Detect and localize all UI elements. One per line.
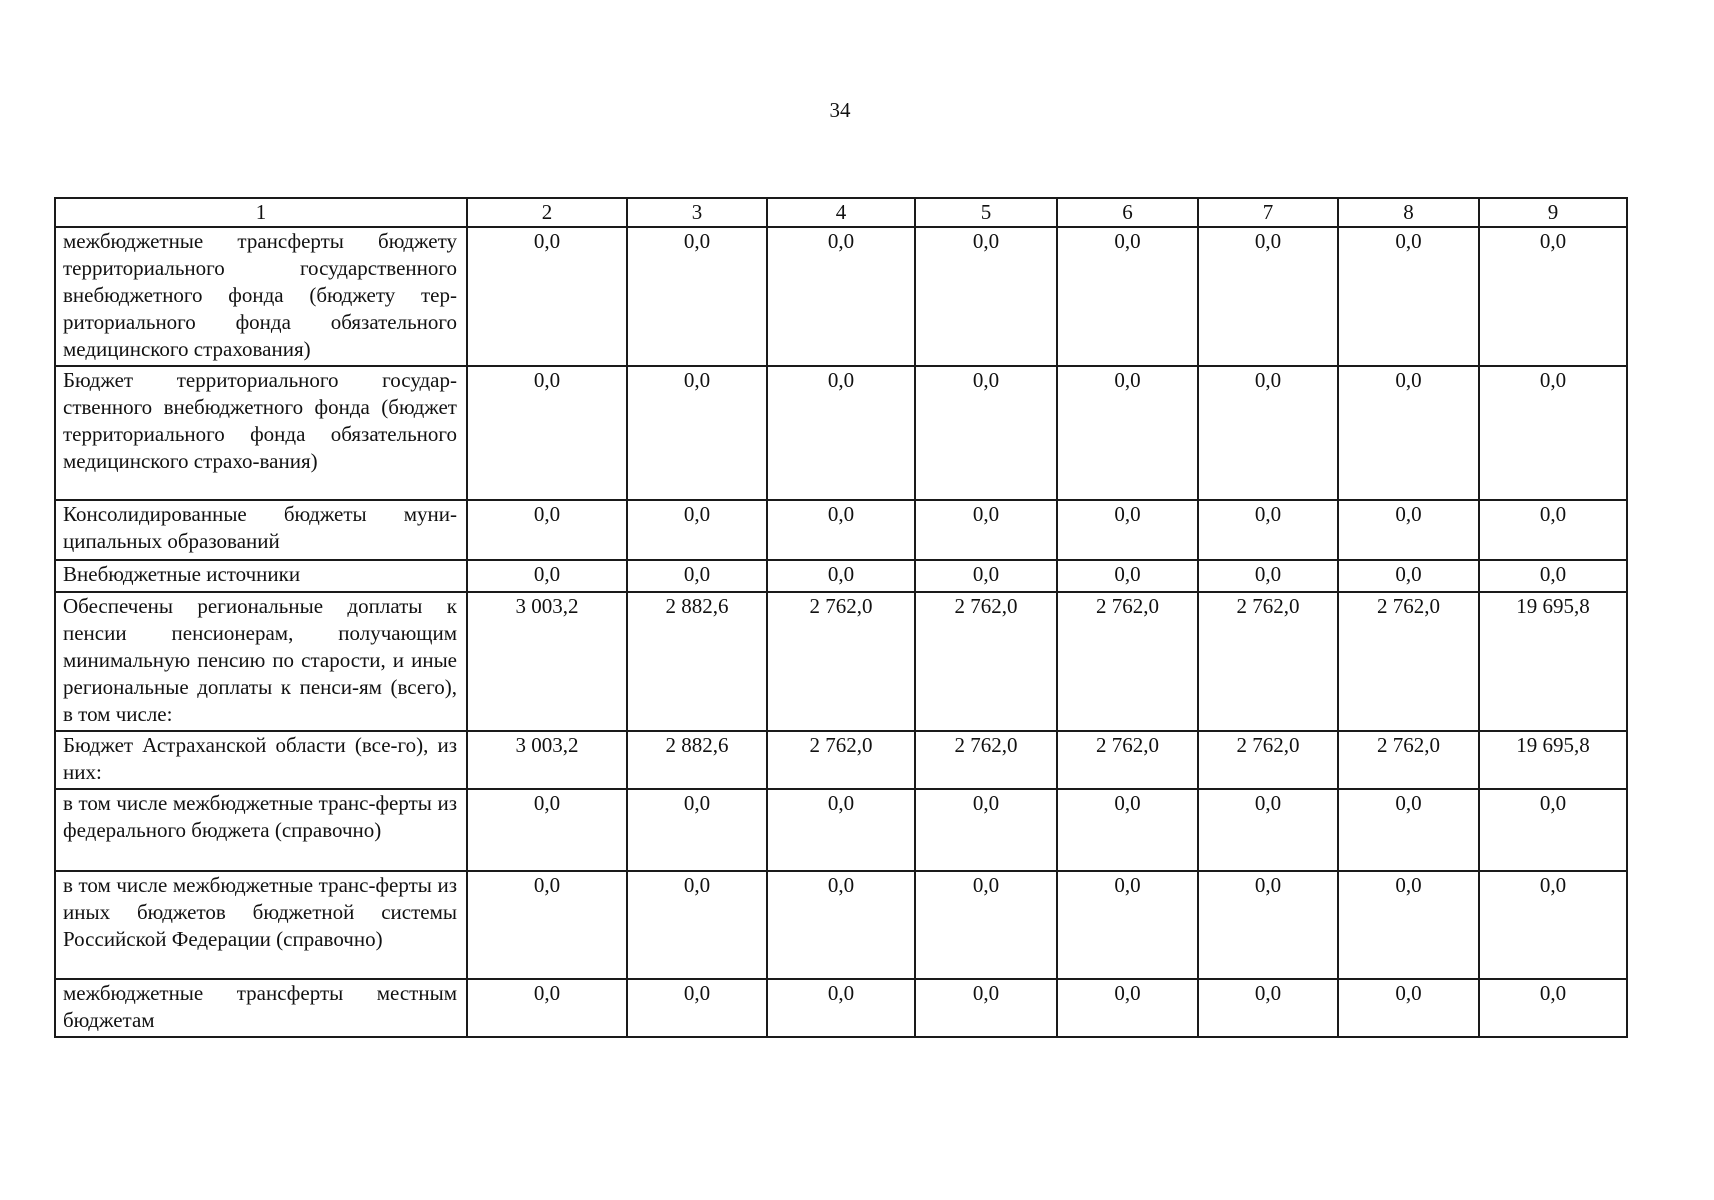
table-cell: 0,0 [1479,227,1627,366]
table-cell: 19 695,8 [1479,592,1627,731]
table-cell: 0,0 [1338,366,1479,500]
table-cell: 2 762,0 [1057,731,1198,789]
table-row [55,560,1627,592]
table-cell: 0,0 [767,560,915,592]
table-cell: 2 762,0 [1198,592,1338,731]
table-cell: 0,0 [467,979,627,1037]
row-label: Бюджет территориального государ-ственного внебюджетного фонда (бюджет территориального фонда обязательного медицинского страхо-вания) [55,366,467,500]
table-cell: 0,0 [1479,979,1627,1037]
header-row [55,198,1627,227]
column-header: 8 [1338,198,1479,227]
row-label: Внебюджетные источники [55,560,467,592]
table-cell: 0,0 [627,871,767,979]
table-row [55,871,1627,979]
table-cell: 19 695,8 [1479,731,1627,789]
row-label: в том числе межбюджетные транс-ферты из иных бюджетов бюджетной системы Российской Федерации (справочно) [55,871,467,979]
table-cell: 0,0 [1057,560,1198,592]
table-cell: 0,0 [627,560,767,592]
table-cell: 0,0 [767,227,915,366]
table-cell: 0,0 [627,789,767,871]
row-label: Обеспечены региональные доплаты к пенсии пенсионерам, получающим минимальную пенсию по старости, и иные региональные доплаты к пенси-ям (всего), в том числе: [55,592,467,731]
table-cell: 2 762,0 [1338,592,1479,731]
table-cell: 0,0 [767,366,915,500]
table-body [55,227,1627,1037]
table-cell: 0,0 [627,500,767,560]
table-cell: 0,0 [467,366,627,500]
table-cell: 0,0 [1479,789,1627,871]
row-label: межбюджетные трансферты бюджету территориального государственного внебюджетного фонда (бюджету тер-риториального фонда обязательного медицинского страхования) [55,227,467,366]
table-row [55,592,1627,731]
table-cell: 0,0 [1057,500,1198,560]
table-cell: 2 882,6 [627,731,767,789]
table-cell: 0,0 [627,979,767,1037]
column-header: 2 [467,198,627,227]
table-cell: 0,0 [1198,789,1338,871]
table-cell: 0,0 [1338,227,1479,366]
table-cell: 0,0 [1338,500,1479,560]
table-cell: 0,0 [467,789,627,871]
table-cell: 0,0 [1479,366,1627,500]
table-cell: 2 762,0 [1338,731,1479,789]
table-row [55,979,1627,1037]
table-cell: 0,0 [1057,979,1198,1037]
row-label: межбюджетные трансферты местным бюджетам [55,979,467,1037]
table-cell: 0,0 [1338,789,1479,871]
column-header: 4 [767,198,915,227]
table-cell: 3 003,2 [467,592,627,731]
table-row [55,500,1627,560]
table-cell: 2 762,0 [1057,592,1198,731]
table-cell: 0,0 [767,500,915,560]
table-cell: 0,0 [1198,500,1338,560]
table-cell: 0,0 [915,789,1057,871]
row-label: Консолидированные бюджеты муни-ципальных образований [55,500,467,560]
table-cell: 2 882,6 [627,592,767,731]
table-row [55,789,1627,871]
table-cell: 0,0 [767,979,915,1037]
table-cell: 0,0 [1479,500,1627,560]
row-label: в том числе межбюджетные транс-ферты из федерального бюджета (справочно) [55,789,467,871]
table-cell: 0,0 [915,366,1057,500]
table-cell: 0,0 [1338,560,1479,592]
table-cell: 0,0 [1057,789,1198,871]
column-header: 9 [1479,198,1627,227]
table-cell: 0,0 [915,560,1057,592]
table-row [55,731,1627,789]
table-cell: 0,0 [467,871,627,979]
table-row [55,366,1627,500]
page-number: 34 [829,98,851,122]
table-cell: 0,0 [1057,227,1198,366]
row-label: Бюджет Астраханской области (все-го), из них: [55,731,467,789]
table-cell: 0,0 [767,789,915,871]
table-cell: 0,0 [1338,871,1479,979]
column-header: 3 [627,198,767,227]
column-header: 7 [1198,198,1338,227]
table-cell: 0,0 [1338,979,1479,1037]
table-cell: 0,0 [915,227,1057,366]
table-cell: 0,0 [915,979,1057,1037]
table-cell: 0,0 [627,366,767,500]
table-cell: 0,0 [467,500,627,560]
table-cell: 2 762,0 [767,592,915,731]
column-header: 5 [915,198,1057,227]
table-cell: 0,0 [467,227,627,366]
table-cell: 0,0 [1198,871,1338,979]
table-cell: 2 762,0 [915,731,1057,789]
column-header: 1 [55,198,467,227]
table-cell: 0,0 [1479,560,1627,592]
table-cell: 0,0 [1198,366,1338,500]
table-cell: 2 762,0 [767,731,915,789]
table-cell: 2 762,0 [1198,731,1338,789]
column-header: 6 [1057,198,1198,227]
table-cell: 0,0 [1198,227,1338,366]
budget-table [54,197,1628,1038]
table-header [55,198,1627,227]
table-cell: 0,0 [1198,560,1338,592]
table-cell: 0,0 [915,500,1057,560]
table-row [55,227,1627,366]
table-cell: 0,0 [467,560,627,592]
table-cell: 0,0 [915,871,1057,979]
table-cell: 0,0 [1198,979,1338,1037]
table-cell: 3 003,2 [467,731,627,789]
table-cell: 0,0 [1479,871,1627,979]
table-cell: 0,0 [767,871,915,979]
table-cell: 0,0 [1057,871,1198,979]
table-cell: 2 762,0 [915,592,1057,731]
table-cell: 0,0 [627,227,767,366]
table-cell: 0,0 [1057,366,1198,500]
